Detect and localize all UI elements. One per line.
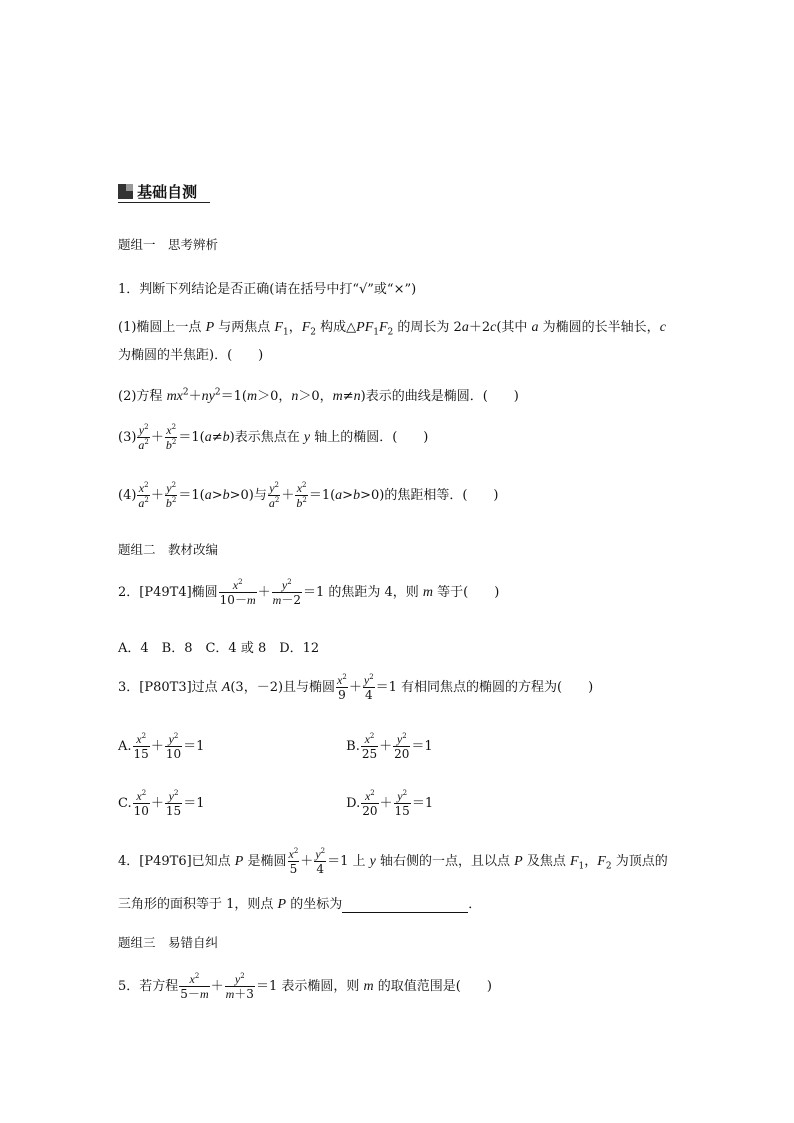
group-3-heading: 题组三 易错自纠 bbox=[118, 935, 219, 950]
section-underline bbox=[118, 202, 210, 203]
q3-options-row-1 bbox=[118, 733, 576, 760]
section-header-icon bbox=[118, 184, 133, 199]
section-title: 基础自测 bbox=[137, 183, 198, 201]
q2-stem: 2．[P49T4]椭圆 $\frac{x^2}{10-m}$ ＋ $\frac{y^2}{m-2}$ ＝1 的焦距为 4，则 m 等于( ) bbox=[118, 578, 500, 607]
q4-line-2: 三角形的面积等于 1，则点 P 的坐标为 ． bbox=[118, 897, 482, 912]
group-2-heading: 题组二 教材改编 bbox=[118, 542, 219, 557]
group-1-heading: 题组一 思考辨析 bbox=[118, 237, 219, 252]
q3-options-row-2 bbox=[118, 790, 576, 817]
q3-option-a: A. $\frac{x^2}{15}$ ＋ $\frac{y^2}{10}$ ＝1 bbox=[118, 732, 205, 761]
q1-statement-1-line2: 为椭圆的半焦距)．( ) bbox=[118, 348, 264, 363]
q3-option-b: B. $\frac{x^2}{25}$ ＋ $\frac{y^2}{20}$ ＝1 bbox=[346, 732, 433, 761]
q2-options: A．4 B．8 C．4 或 8 D．12 bbox=[118, 641, 320, 656]
q1-stem: 1．判断下列结论是否正确(请在括号中打“√”或“×”) bbox=[118, 282, 417, 297]
q3-option-d: D. $\frac{x^2}{20}$ ＋ $\frac{y^2}{15}$ ＝1 bbox=[346, 789, 434, 818]
q3-stem: 3．[P80T3]过点 A(3，－2)且与椭圆 $\frac{x^2}{9}$ ＋ $\frac{y^2}{4}$ ＝1 有相同焦点的椭圆的方程为( ) bbox=[118, 673, 594, 702]
q1-statement-1: (1)椭圆上一点 P 与两焦点 $F_1$，$F_2$ 构成$\triangle PF_1F_2$ 的周长为 2a＋2c(其中 a 为椭圆的长半轴长，c bbox=[118, 320, 666, 338]
q4-answer-blank[interactable] bbox=[342, 898, 468, 913]
q1-statement-4: (4) $\frac{x^2}{a^2}$ ＋ $\frac{y^2}{b^2}$ ＝1(a>b>0)与 $\frac{y^2}{a^2}$ ＋ $\frac{x^2}{b^2}$ ＝1(a>b>0)的焦距相等．( ) bbox=[118, 481, 499, 510]
q3-option-c: C. $\frac{x^2}{10}$ ＋ $\frac{y^2}{15}$ ＝1 bbox=[118, 789, 205, 818]
q4-stem: 4．[P49T6]已知点 P 是椭圆 $\frac{x^2}{5}$ ＋ $\frac{y^2}{4}$ ＝1 上 y 轴右侧的一点，且以点 P 及焦点 $F_1$，$F_2$ 为顶点的 bbox=[118, 847, 668, 876]
q1-statement-3: (3) $\frac{y^2}{a^2}$ ＋ $\frac{x^2}{b^2}$ ＝1(a≠b)表示焦点在 y 轴上的椭圆．( ) bbox=[118, 423, 429, 452]
section-header bbox=[118, 181, 197, 202]
q5-stem: 5．若方程 $\frac{x^2}{5-m}$ ＋ $\frac{y^2}{m+3}$ ＝1 表示椭圆，则 m 的取值范围是( ) bbox=[118, 972, 492, 1001]
q1-statement-2: (2)方程 $mx^2+ny^2=1(m>0$，n＞0，m≠n)表示的曲线是椭圆．( ) bbox=[118, 387, 519, 404]
